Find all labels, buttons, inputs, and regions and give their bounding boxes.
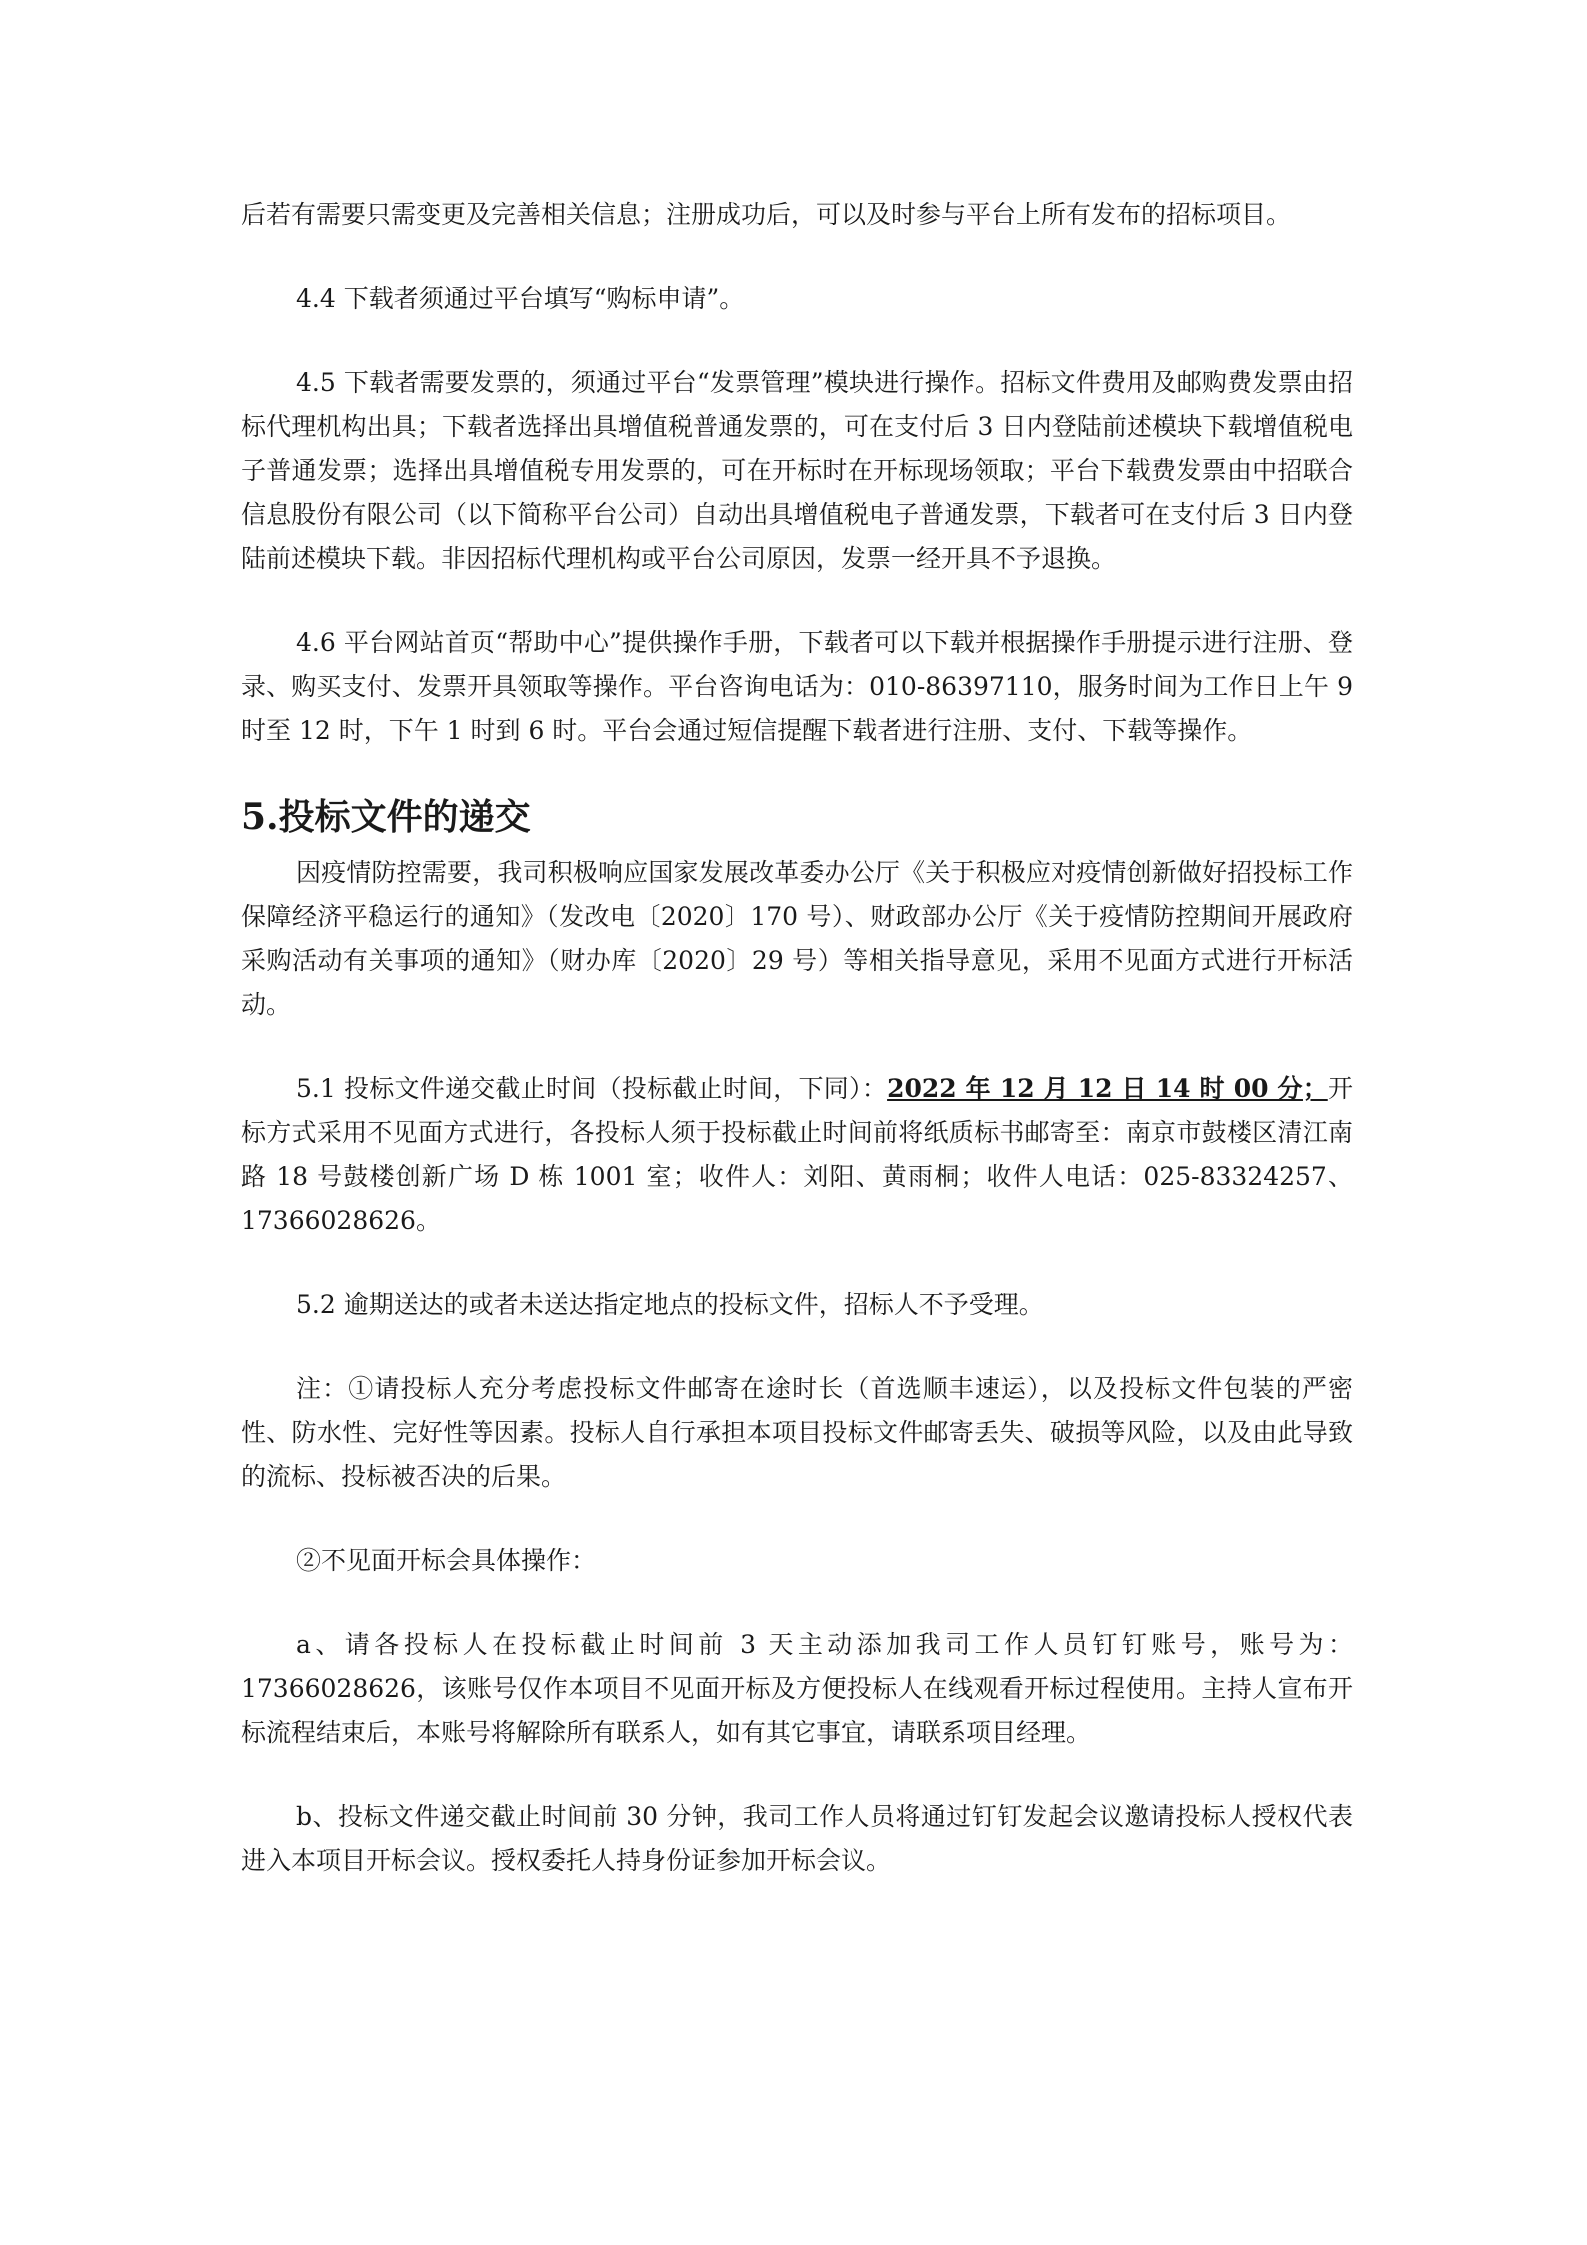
paragraph-5-1-prefix: 5.1 投标文件递交截止时间（投标截止时间，下同）： xyxy=(296,1074,888,1103)
section-heading-5: 5.投标文件的递交 xyxy=(241,796,531,838)
paragraph-4-5: 4.5 下载者需要发票的，须通过平台“发票管理”模块进行操作。招标文件费用及邮购费发票由招标代理机构出具；下载者选择出具增值税普通发票的，可在支付后 3 日内登陆前述模块下载增值税电子普通发票；选择出具增值税专用发票的，可在开标时在开标现场领取；平台下载费发票由中招联合信息股份有限公司（以下简称平台公司）自动出具增值税电子普通发票，下载者可在支付后 3 日内登陆前述模块下载。非因招标代理机构或平台公司原因，发票一经开具不予退换。 xyxy=(241,368,1353,573)
paragraph-5-intro: 因疫情防控需要，我司积极响应国家发展改革委办公厅《关于积极应对疫情创新做好招投标工作保障经济平稳运行的通知》（发改电〔2020〕170 号）、财政部办公厅《关于疫情防控期间开展政府采购活动有关事项的通知》（财办库〔2020〕29 号）等相关指导意见，采用不见面方式进行开标活动。 xyxy=(241,858,1353,1019)
paragraph-5-1 xyxy=(241,1067,1353,1243)
paragraph-note-2: ②不见面开标会具体操作： xyxy=(296,1546,597,1575)
paragraph-note-1: 注：①请投标人充分考虑投标文件邮寄在途时长（首选顺丰速运），以及投标文件包装的严密性、防水性、完好性等因素。投标人自行承担本项目投标文件邮寄丢失、破损等风险，以及由此导致的流标、投标被否决的后果。 xyxy=(241,1374,1353,1491)
paragraph-note-2-a: a、请各投标人在投标截止时间前 3 天主动添加我司工作人员钉钉账号，账号为：17366028626，该账号仅作本项目不见面开标及方便投标人在线观看开标过程使用。主持人宣布开标流程结束后，本账号将解除所有联系人，如有其它事宜，请联系项目经理。 xyxy=(241,1630,1353,1747)
paragraph-5-1-rest: 开标方式采用不见面方式进行，各投标人须于投标截止时间前将纸质标书邮寄至：南京市鼓楼区清江南路 18 号鼓楼创新广场 D 栋 1001 室；收件人：刘阳、黄雨桐；收件人电话：025-83324257、17366028626。 xyxy=(241,1074,1353,1235)
paragraph-4-6: 4.6 平台网站首页“帮助中心”提供操作手册，下载者可以下载并根据操作手册提示进行注册、登录、购买支付、发票开具领取等操作。平台咨询电话为：010-86397110，服务时间为工作日上午 9 时至 12 时，下午 1 时到 6 时。平台会通过短信提醒下载者进行注册、支付、下载等操作。 xyxy=(241,628,1353,745)
document-body xyxy=(241,193,1353,1923)
paragraph-4-4: 4.4 下载者须通过平台填写“购标申请”。 xyxy=(296,284,745,313)
paragraph-note-2-b: b、投标文件递交截止时间前 30 分钟，我司工作人员将通过钉钉发起会议邀请投标人授权代表进入本项目开标会议。授权委托人持身份证参加开标会议。 xyxy=(241,1802,1353,1875)
bid-deadline: 2022 年 12 月 12 日 14 时 00 分； xyxy=(887,1074,1328,1103)
paragraph-registration-continued: 后若有需要只需变更及完善相关信息；注册成功后，可以及时参与平台上所有发布的招标项目。 xyxy=(241,200,1292,229)
paragraph-5-2: 5.2 逾期送达的或者未送达指定地点的投标文件，招标人不予受理。 xyxy=(296,1290,1044,1319)
